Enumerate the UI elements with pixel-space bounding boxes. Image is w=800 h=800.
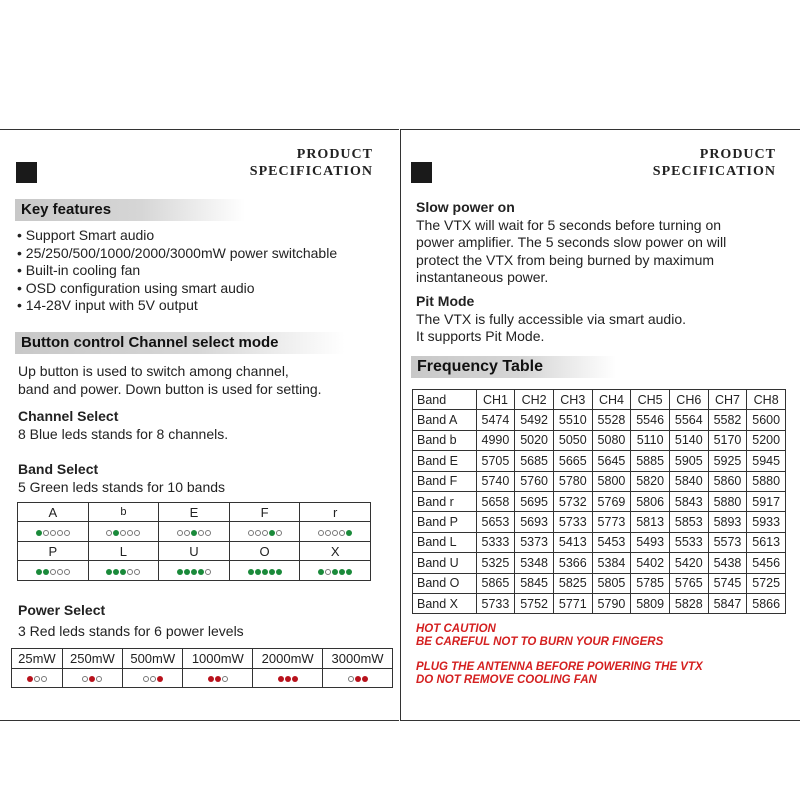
header-title-line2: SPECIFICATION — [652, 164, 776, 179]
key-features-heading: Key features — [15, 199, 245, 221]
feature-item: • 25/250/500/1000/2000/3000mW power switchable — [17, 245, 397, 263]
power-led-row — [12, 669, 393, 688]
led-on-icon — [318, 569, 324, 575]
led-off-icon — [57, 569, 63, 575]
pit-mode-line: The VTX is fully accessible via smart audio. — [416, 311, 686, 327]
band-label-cell: A — [18, 503, 89, 522]
frequency-value-cell: 5773 — [592, 512, 631, 532]
band-led-cell — [88, 522, 159, 542]
frequency-band-cell: Band L — [413, 532, 477, 552]
frequency-row — [413, 491, 786, 511]
led-off-icon — [325, 530, 331, 536]
frequency-band-cell: Band A — [413, 410, 477, 430]
frequency-value-cell: 5820 — [631, 471, 670, 491]
slow-power-line: instantaneous power. — [416, 268, 549, 285]
frequency-value-cell: 5685 — [515, 451, 554, 471]
frequency-value-cell: 5453 — [592, 532, 631, 552]
led-off-icon — [332, 530, 338, 536]
frequency-row — [413, 430, 786, 450]
band-led-cell — [159, 522, 230, 542]
band-label-row — [18, 542, 371, 561]
frequency-value-cell: 5705 — [476, 451, 515, 471]
power-select-text: 3 Red leds stands for 6 power levels — [18, 623, 244, 639]
frequency-value-cell: 5785 — [631, 573, 670, 593]
band-select-title: Band Select — [18, 461, 99, 477]
frequency-band-cell: Band b — [413, 430, 477, 450]
led-off-icon — [127, 569, 133, 575]
frequency-value-cell: 5765 — [669, 573, 708, 593]
pit-mode-text — [416, 311, 796, 346]
right-header — [616, 146, 776, 180]
key-features-list — [17, 227, 397, 315]
frequency-header-cell: CH7 — [708, 390, 747, 410]
band-led-cell — [88, 561, 159, 581]
frequency-value-cell: 5843 — [669, 491, 708, 511]
led-on-icon — [339, 569, 345, 575]
frequency-row — [413, 573, 786, 593]
led-off-icon — [205, 569, 211, 575]
frequency-row — [413, 532, 786, 552]
frequency-value-cell: 5828 — [669, 593, 708, 613]
frequency-value-cell: 5885 — [631, 451, 670, 471]
power-select-table — [11, 648, 393, 688]
frequency-value-cell: 5665 — [553, 451, 592, 471]
frequency-row — [413, 553, 786, 573]
header-title-line1: PRODUCT — [296, 147, 373, 162]
frequency-header-cell: CH4 — [592, 390, 631, 410]
frequency-band-cell: Band P — [413, 512, 477, 532]
frequency-value-cell: 5866 — [747, 593, 786, 613]
led-off-icon — [276, 530, 282, 536]
power-level-cell: 1000mW — [183, 649, 253, 669]
led-off-icon — [82, 676, 88, 682]
frequency-value-cell: 5140 — [669, 430, 708, 450]
frequency-value-cell: 5456 — [747, 553, 786, 573]
header-square-icon — [411, 162, 432, 183]
led-on-icon — [248, 569, 254, 575]
frequency-value-cell: 5880 — [747, 471, 786, 491]
led-off-icon — [134, 569, 140, 575]
frequency-band-cell: Band F — [413, 471, 477, 491]
frequency-value-cell: 5925 — [708, 451, 747, 471]
frequency-header-cell: CH3 — [553, 390, 592, 410]
led-on-icon — [269, 530, 275, 536]
frequency-value-cell: 5840 — [669, 471, 708, 491]
band-led-cell — [229, 522, 300, 542]
led-on-icon — [278, 676, 284, 682]
led-on-icon — [215, 676, 221, 682]
band-led-cell — [18, 561, 89, 581]
led-on-icon — [43, 569, 49, 575]
frequency-value-cell: 5564 — [669, 410, 708, 430]
frequency-value-cell: 5769 — [592, 491, 631, 511]
feature-item: • OSD configuration using smart audio — [17, 280, 397, 298]
frequency-value-cell: 5847 — [708, 593, 747, 613]
frequency-value-cell: 5573 — [708, 532, 747, 552]
frequency-value-cell: 5533 — [669, 532, 708, 552]
frequency-value-cell: 5695 — [515, 491, 554, 511]
band-label-cell: r — [300, 503, 371, 522]
led-on-icon — [36, 530, 42, 536]
led-off-icon — [150, 676, 156, 682]
power-level-cell: 3000mW — [323, 649, 393, 669]
power-level-cell: 250mW — [62, 649, 122, 669]
led-off-icon — [120, 530, 126, 536]
led-off-icon — [106, 530, 112, 536]
band-label-cell: O — [229, 542, 300, 561]
pit-mode-title: Pit Mode — [416, 293, 475, 309]
led-off-icon — [57, 530, 63, 536]
frequency-value-cell: 5740 — [476, 471, 515, 491]
frequency-value-cell: 5050 — [553, 430, 592, 450]
led-on-icon — [262, 569, 268, 575]
power-led-cell — [123, 669, 183, 688]
frequency-value-cell: 5325 — [476, 553, 515, 573]
frequency-value-cell: 5771 — [553, 593, 592, 613]
led-off-icon — [127, 530, 133, 536]
led-on-icon — [106, 569, 112, 575]
led-on-icon — [120, 569, 126, 575]
frequency-value-cell: 5384 — [592, 553, 631, 573]
slow-power-text — [416, 217, 796, 286]
frequency-value-cell: 5546 — [631, 410, 670, 430]
frequency-row — [413, 512, 786, 532]
band-led-cell — [159, 561, 230, 581]
band-led-cell — [300, 522, 371, 542]
led-off-icon — [50, 569, 56, 575]
band-label-cell: b — [88, 503, 159, 522]
frequency-value-cell: 5733 — [476, 593, 515, 613]
frequency-value-cell: 5693 — [515, 512, 554, 532]
frequency-value-cell: 5790 — [592, 593, 631, 613]
led-off-icon — [41, 676, 47, 682]
led-off-icon — [222, 676, 228, 682]
led-off-icon — [318, 530, 324, 536]
frequency-value-cell: 5366 — [553, 553, 592, 573]
power-label-row — [12, 649, 393, 669]
button-control-text — [18, 363, 398, 398]
frequency-value-cell: 5917 — [747, 491, 786, 511]
frequency-value-cell: 5348 — [515, 553, 554, 573]
frequency-value-cell: 5813 — [631, 512, 670, 532]
slow-power-line: The VTX will wait for 5 seconds before turning on — [416, 217, 722, 233]
frequency-value-cell: 5600 — [747, 410, 786, 430]
led-off-icon — [348, 676, 354, 682]
led-on-icon — [113, 530, 119, 536]
frequency-header-cell: CH2 — [515, 390, 554, 410]
led-off-icon — [177, 530, 183, 536]
led-on-icon — [255, 569, 261, 575]
band-led-row — [18, 561, 371, 581]
led-on-icon — [269, 569, 275, 575]
frequency-band-cell: Band U — [413, 553, 477, 573]
frequency-value-cell: 5905 — [669, 451, 708, 471]
frequency-value-cell: 5809 — [631, 593, 670, 613]
led-off-icon — [50, 530, 56, 536]
frequency-value-cell: 5510 — [553, 410, 592, 430]
led-on-icon — [177, 569, 183, 575]
led-off-icon — [184, 530, 190, 536]
power-select-title: Power Select — [18, 602, 106, 618]
frequency-value-cell: 5780 — [553, 471, 592, 491]
frequency-value-cell: 5080 — [592, 430, 631, 450]
frequency-value-cell: 5760 — [515, 471, 554, 491]
led-on-icon — [191, 569, 197, 575]
frequency-row — [413, 451, 786, 471]
led-off-icon — [205, 530, 211, 536]
led-on-icon — [276, 569, 282, 575]
frequency-value-cell: 5420 — [669, 553, 708, 573]
frequency-band-cell: Band E — [413, 451, 477, 471]
frequency-value-cell: 5800 — [592, 471, 631, 491]
led-on-icon — [113, 569, 119, 575]
led-off-icon — [248, 530, 254, 536]
led-on-icon — [191, 530, 197, 536]
frequency-value-cell: 5402 — [631, 553, 670, 573]
frequency-value-cell: 5333 — [476, 532, 515, 552]
led-on-icon — [184, 569, 190, 575]
led-off-icon — [262, 530, 268, 536]
frequency-value-cell: 5825 — [553, 573, 592, 593]
frequency-value-cell: 5933 — [747, 512, 786, 532]
led-off-icon — [96, 676, 102, 682]
frequency-value-cell: 5653 — [476, 512, 515, 532]
frequency-value-cell: 5880 — [708, 491, 747, 511]
header-title-line2: SPECIFICATION — [249, 164, 373, 179]
band-label-row — [18, 503, 371, 522]
channel-select-text: 8 Blue leds stands for 8 channels. — [18, 426, 229, 442]
led-off-icon — [325, 569, 331, 575]
led-on-icon — [36, 569, 42, 575]
frequency-value-cell: 5893 — [708, 512, 747, 532]
frequency-value-cell: 5806 — [631, 491, 670, 511]
header-title-line1: PRODUCT — [699, 147, 776, 162]
band-label-cell: L — [88, 542, 159, 561]
frequency-row — [413, 471, 786, 491]
led-on-icon — [198, 569, 204, 575]
led-on-icon — [355, 676, 361, 682]
frequency-header-row — [413, 390, 786, 410]
power-led-cell — [62, 669, 122, 688]
led-off-icon — [255, 530, 261, 536]
slow-power-title: Slow power on — [416, 199, 515, 215]
frequency-row — [413, 593, 786, 613]
frequency-value-cell: 5020 — [515, 430, 554, 450]
button-control-line1: Up button is used to switch among channel, — [18, 363, 289, 379]
band-label-cell: P — [18, 542, 89, 561]
led-off-icon — [64, 569, 70, 575]
frequency-value-cell: 5613 — [747, 532, 786, 552]
frequency-value-cell: 5474 — [476, 410, 515, 430]
led-on-icon — [89, 676, 95, 682]
left-header — [213, 146, 373, 180]
frequency-value-cell: 5373 — [515, 532, 554, 552]
band-select-text: 5 Green leds stands for 10 bands — [18, 479, 226, 495]
frequency-value-cell: 5805 — [592, 573, 631, 593]
channel-select-title: Channel Select — [18, 408, 119, 424]
feature-item: • Built-in cooling fan — [17, 262, 397, 280]
warning-burn-fingers: BE CAREFUL NOT TO BURN YOUR FINGERS — [416, 636, 664, 648]
frequency-value-cell: 5860 — [708, 471, 747, 491]
frequency-value-cell: 5845 — [515, 573, 554, 593]
frequency-band-cell: Band r — [413, 491, 477, 511]
frequency-header-cell: CH1 — [476, 390, 515, 410]
frequency-value-cell: 5492 — [515, 410, 554, 430]
frequency-value-cell: 5853 — [669, 512, 708, 532]
frequency-value-cell: 5438 — [708, 553, 747, 573]
frequency-value-cell: 5200 — [747, 430, 786, 450]
frequency-value-cell: 5413 — [553, 532, 592, 552]
frequency-row — [413, 410, 786, 430]
power-level-cell: 2000mW — [253, 649, 323, 669]
led-on-icon — [332, 569, 338, 575]
frequency-value-cell: 5733 — [553, 512, 592, 532]
pit-mode-line: It supports Pit Mode. — [416, 328, 545, 345]
band-label-cell: X — [300, 542, 371, 561]
led-on-icon — [208, 676, 214, 682]
frequency-header-cell: CH8 — [747, 390, 786, 410]
led-off-icon — [34, 676, 40, 682]
frequency-value-cell: 5725 — [747, 573, 786, 593]
led-off-icon — [134, 530, 140, 536]
frequency-value-cell: 5745 — [708, 573, 747, 593]
frequency-value-cell: 5752 — [515, 593, 554, 613]
led-off-icon — [64, 530, 70, 536]
frequency-value-cell: 5732 — [553, 491, 592, 511]
frequency-band-cell: Band O — [413, 573, 477, 593]
slow-power-line: protect the VTX from being burned by maximum — [416, 251, 715, 268]
warning-cooling-fan: DO NOT REMOVE COOLING FAN — [416, 674, 597, 686]
frequency-value-cell: 5582 — [708, 410, 747, 430]
led-off-icon — [198, 530, 204, 536]
led-on-icon — [346, 569, 352, 575]
warning-plug-antenna: PLUG THE ANTENNA BEFORE POWERING THE VTX — [416, 661, 703, 673]
frequency-table-heading: Frequency Table — [411, 356, 616, 378]
band-led-cell — [18, 522, 89, 542]
frequency-value-cell: 5658 — [476, 491, 515, 511]
power-level-cell: 500mW — [123, 649, 183, 669]
band-select-table — [17, 502, 371, 581]
power-led-cell — [253, 669, 323, 688]
led-on-icon — [27, 676, 33, 682]
frequency-header-cell: CH5 — [631, 390, 670, 410]
header-square-icon — [16, 162, 37, 183]
button-control-line2: band and power. Down button is used for setting. — [18, 380, 322, 397]
button-control-heading: Button control Channel select mode — [15, 332, 345, 354]
power-led-cell — [12, 669, 63, 688]
frequency-value-cell: 5945 — [747, 451, 786, 471]
frequency-value-cell: 5170 — [708, 430, 747, 450]
led-off-icon — [143, 676, 149, 682]
power-led-cell — [323, 669, 393, 688]
band-label-cell: U — [159, 542, 230, 561]
band-label-cell: F — [229, 503, 300, 522]
frequency-band-cell: Band X — [413, 593, 477, 613]
band-led-cell — [229, 561, 300, 581]
power-led-cell — [183, 669, 253, 688]
slow-power-line: power amplifier. The 5 seconds slow power on will — [416, 234, 727, 251]
feature-item: • Support Smart audio — [17, 227, 397, 245]
frequency-value-cell: 5110 — [631, 430, 670, 450]
frequency-value-cell: 4990 — [476, 430, 515, 450]
frequency-value-cell: 5865 — [476, 573, 515, 593]
led-on-icon — [285, 676, 291, 682]
frequency-value-cell: 5493 — [631, 532, 670, 552]
band-label-cell: E — [159, 503, 230, 522]
frequency-header-cell: Band — [413, 390, 477, 410]
led-on-icon — [157, 676, 163, 682]
warning-hot-caution: HOT CAUTION — [416, 623, 496, 635]
power-level-cell: 25mW — [12, 649, 63, 669]
led-off-icon — [339, 530, 345, 536]
band-led-cell — [300, 561, 371, 581]
led-on-icon — [292, 676, 298, 682]
frequency-table — [412, 389, 786, 614]
frequency-value-cell: 5528 — [592, 410, 631, 430]
feature-item: • 14-28V input with 5V output — [17, 297, 397, 315]
band-led-row — [18, 522, 371, 542]
led-on-icon — [346, 530, 352, 536]
frequency-header-cell: CH6 — [669, 390, 708, 410]
led-off-icon — [43, 530, 49, 536]
frequency-value-cell: 5645 — [592, 451, 631, 471]
led-on-icon — [362, 676, 368, 682]
